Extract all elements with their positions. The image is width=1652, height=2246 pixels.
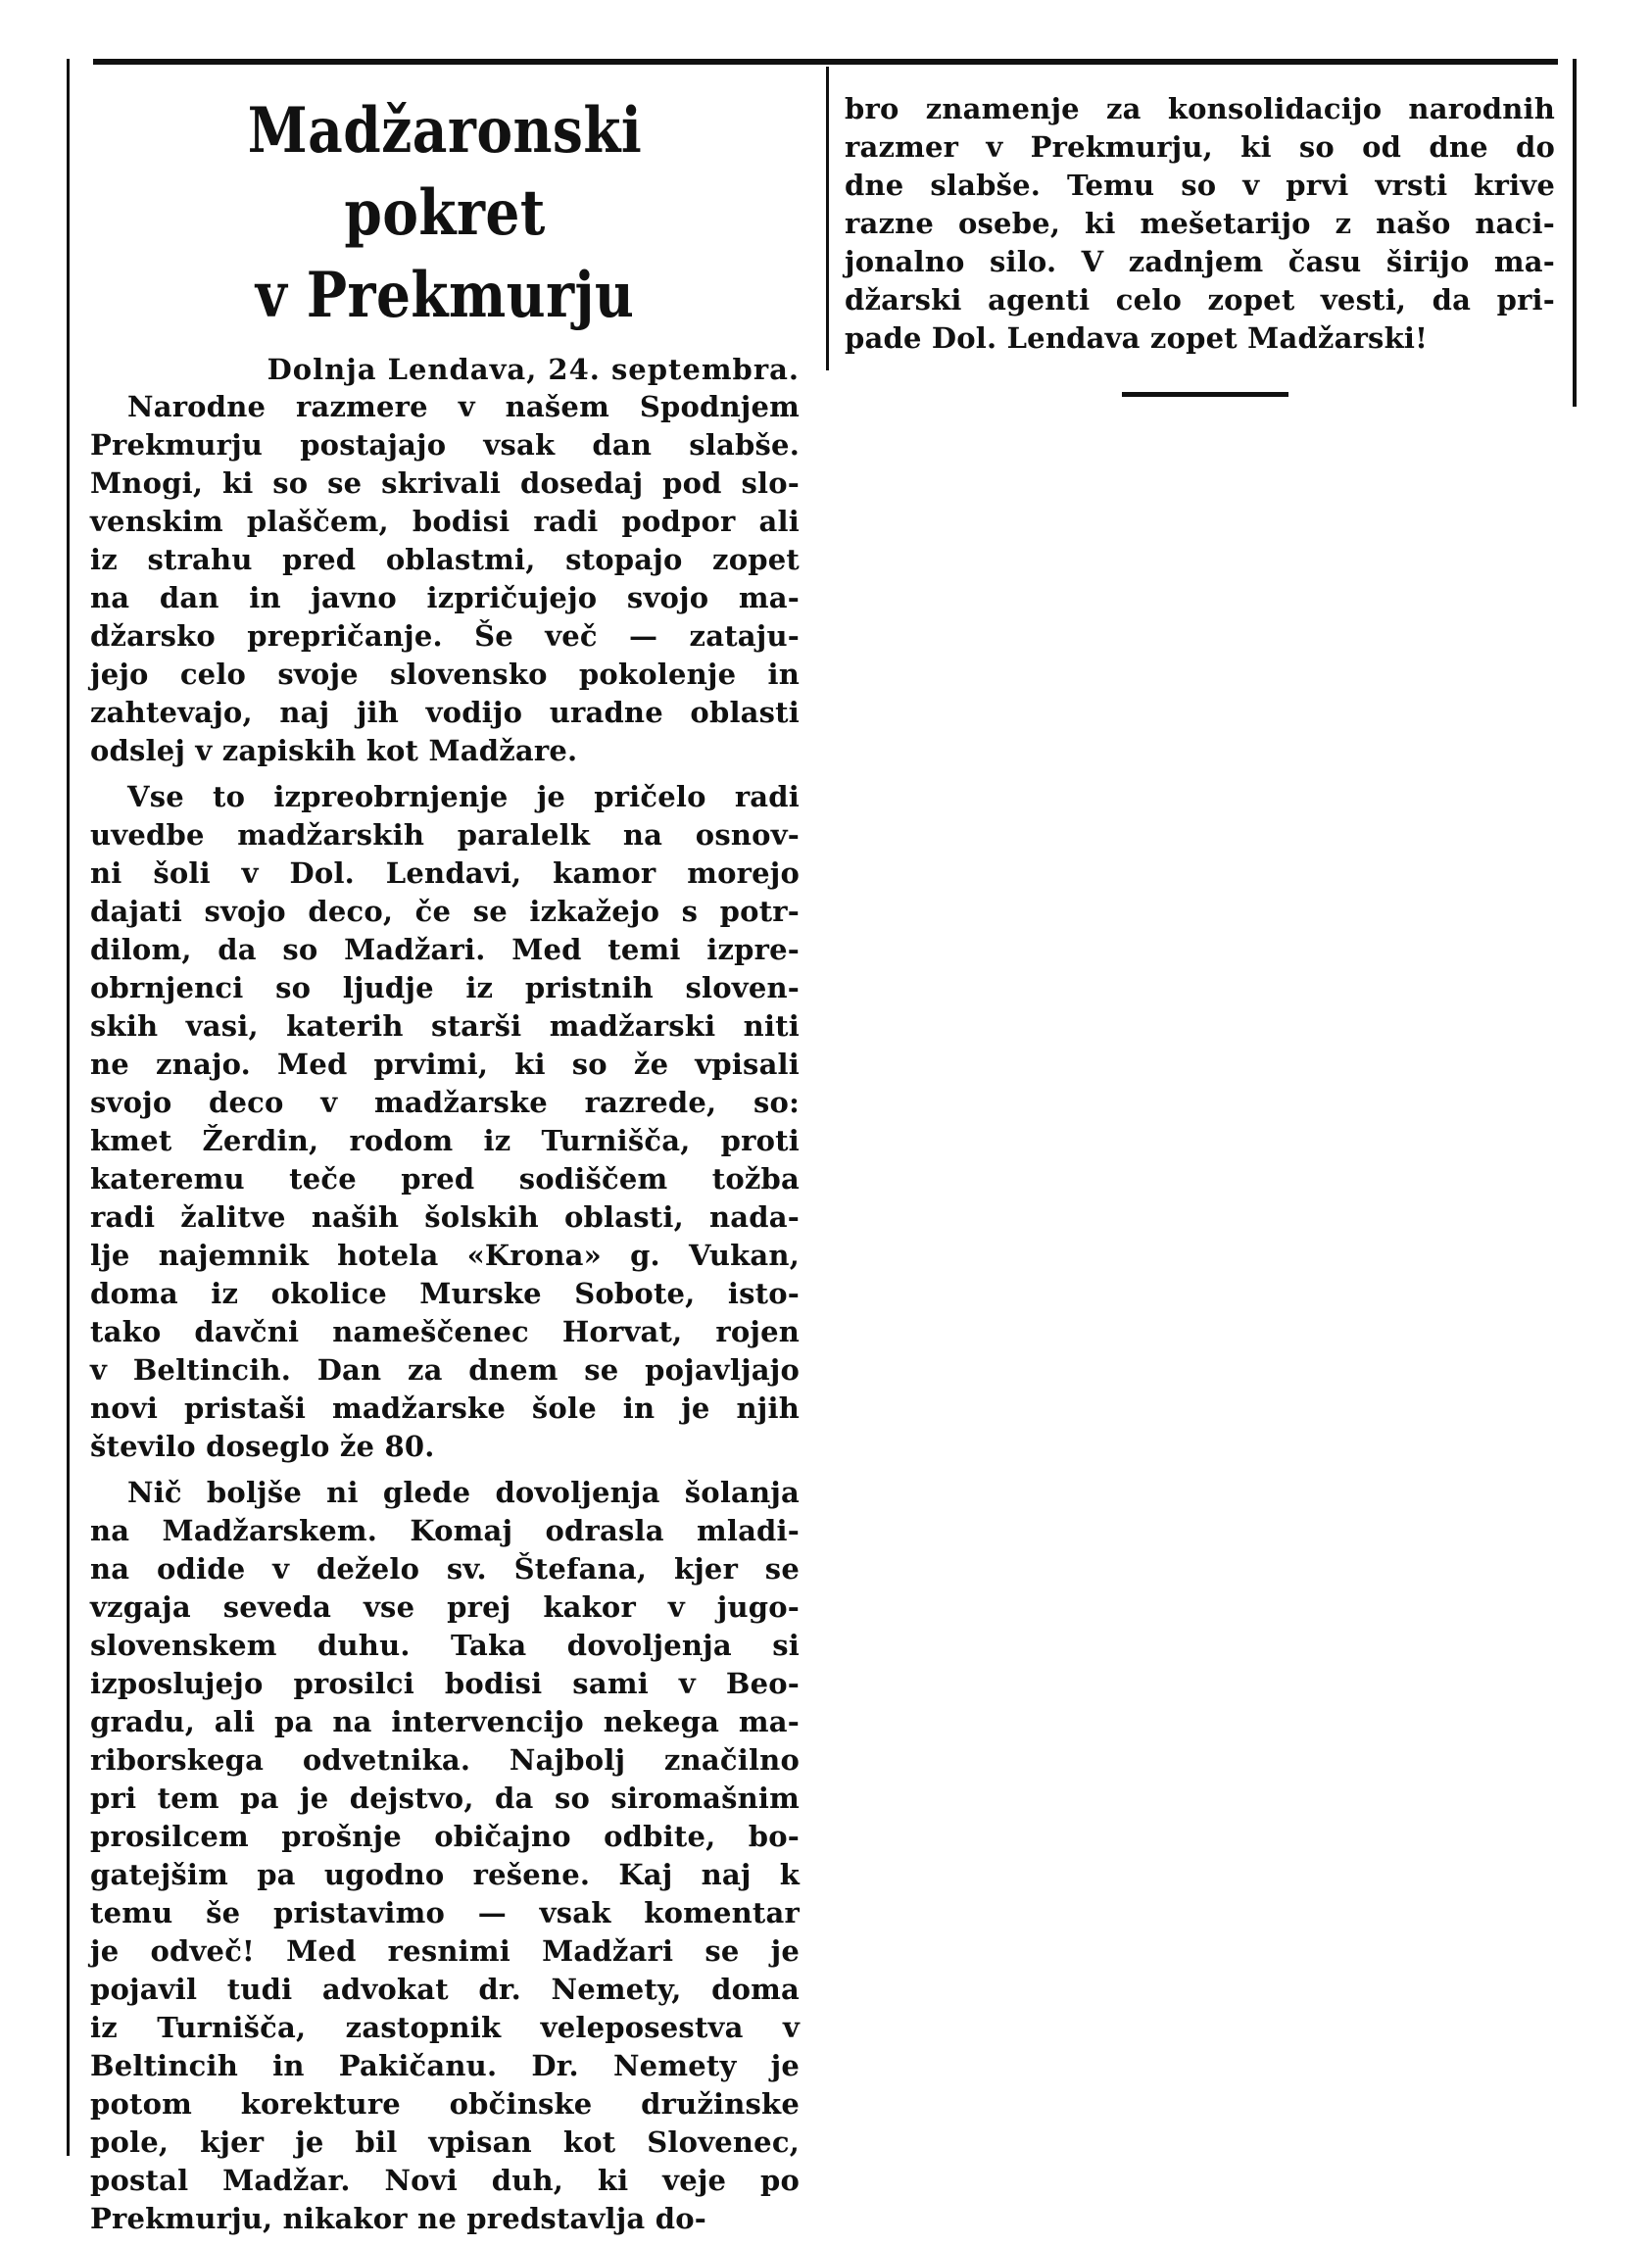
text-line: jonalno silo. V zadnjem času širijo ma- xyxy=(845,245,1555,278)
text-line: jejo celo svoje slovensko pokolenje in xyxy=(90,658,800,691)
text-line: Narodne razmere v našem Spodnjem xyxy=(127,390,800,423)
text-line: lje najemnik hotela «Krona» g. Vukan, xyxy=(90,1239,800,1272)
text-line: izposlujejo prosilci bodisi sami v Beo- xyxy=(90,1667,800,1700)
top-rule xyxy=(93,59,1558,65)
text-line: postal Madžar. Novi duh, ki veje po xyxy=(90,2164,800,2197)
text-line: venskim plaščem, bodisi radi podpor ali xyxy=(90,505,800,538)
headline-line-1: Madžaronski pokret xyxy=(247,94,643,250)
dateline: Dolnja Lendava, 24. septembra. xyxy=(267,353,800,386)
text-line: je odveč! Med resnimi Madžari se je xyxy=(90,1934,800,1968)
text-line: svojo deco v madžarske razrede, so: xyxy=(90,1086,800,1119)
text-line: na dan in javno izpričujejo svojo ma- xyxy=(90,581,800,614)
text-line: ni šoli v Dol. Lendavi, kamor morejo xyxy=(90,856,800,890)
text-line: Nič boljše ni glede dovoljenja šolanja xyxy=(127,1476,800,1509)
text-line: prosilcem prošnje običajno odbite, bo- xyxy=(90,1820,800,1853)
text-line: odslej v zapiskih kot Madžare. xyxy=(90,734,578,767)
headline-line-2: v Prekmurju xyxy=(255,259,635,332)
headline xyxy=(140,90,751,337)
text-line: ne znajo. Med prvimi, ki so že vpisali xyxy=(90,1048,800,1081)
right-column-rule xyxy=(1573,59,1577,407)
paragraph xyxy=(845,90,1555,358)
paragraph xyxy=(90,1474,800,2238)
text-line: temu še pristavimo — vsak komentar xyxy=(90,1896,800,1929)
text-line: kateremu teče pred sodiščem tožba xyxy=(90,1162,800,1196)
text-line: dajati svojo deco, če se izkažejo s potr- xyxy=(90,895,800,928)
left-column-rule xyxy=(67,59,70,2156)
text-line: gradu, ali pa na intervencijo nekega ma- xyxy=(90,1705,800,1738)
text-line: dne slabše. Temu so v prvi vrsti krive xyxy=(845,169,1555,202)
text-line: Prekmurju, nikakor ne predstavlja do- xyxy=(90,2202,706,2235)
text-line: na odide v deželo sv. Štefana, kjer se xyxy=(90,1552,800,1586)
text-line: Vse to izpreobrnjenje je pričelo radi xyxy=(127,780,800,813)
text-line: pade Dol. Lendava zopet Madžarski! xyxy=(845,321,1429,355)
text-line: skih vasi, katerih starši madžarski niti xyxy=(90,1009,800,1043)
text-line: novi pristaši madžarske šole in je njih xyxy=(90,1392,800,1425)
text-line: obrnjenci so ljudje iz pristnih sloven- xyxy=(90,971,800,1004)
text-line: pole, kjer je bil vpisan kot Slovenec, xyxy=(90,2125,800,2159)
text-line: bro znamenje za konsolidacijo narodnih xyxy=(845,92,1555,125)
text-line: razne osebe, ki mešetarijo z našo naci- xyxy=(845,207,1555,240)
text-line: Beltincih in Pakičanu. Dr. Nemety je xyxy=(90,2049,800,2082)
middle-column-rule xyxy=(826,67,829,370)
text-line: gatejšim pa ugodno rešene. Kaj naj k xyxy=(90,1858,800,1891)
article-column-2 xyxy=(845,90,1555,366)
text-line: razmer v Prekmurju, ki so od dne do xyxy=(845,130,1555,164)
text-line: riborskega odvetnika. Najbolj značilno xyxy=(90,1743,800,1777)
text-line: uvedbe madžarskih paralelk na osnov- xyxy=(90,818,800,852)
text-line: iz Turnišča, zastopnik veleposestva v xyxy=(90,2011,800,2044)
text-line: tako davčni nameščenec Horvat, rojen xyxy=(90,1315,800,1348)
text-line: džarsko prepričanje. Še več — zataju- xyxy=(90,619,800,653)
text-line: doma iz okolice Murske Sobote, isto- xyxy=(90,1277,800,1310)
text-line: potom korekture občinske družinske xyxy=(90,2087,800,2121)
text-line: število doseglo že 80. xyxy=(90,1430,435,1463)
text-line: dilom, da so Madžari. Med temi izpre- xyxy=(90,933,800,966)
text-line: Prekmurju postajajo vsak dan slabše. xyxy=(90,428,800,462)
text-line: Mnogi, ki so se skrivali dosedaj pod slo- xyxy=(90,466,800,500)
text-line: iz strahu pred oblastmi, stopajo zopet xyxy=(90,543,800,576)
text-line: zahtevajo, naj jih vodijo uradne oblasti xyxy=(90,696,800,729)
text-line: pojavil tudi advokat dr. Nemety, doma xyxy=(90,1973,800,2006)
text-line: v Beltincih. Dan za dnem se pojavljajo xyxy=(90,1353,800,1387)
paragraph xyxy=(90,388,800,770)
paragraph xyxy=(90,778,800,1466)
article-column-1 xyxy=(90,90,800,2246)
article-end-rule xyxy=(1122,392,1288,397)
text-line: radi žalitve naših šolskih oblasti, nada- xyxy=(90,1200,800,1234)
text-line: džarski agenti celo zopet vesti, da pri- xyxy=(845,283,1555,317)
article-body-column-1 xyxy=(90,388,800,2238)
text-line: slovenskem duhu. Taka dovoljenja si xyxy=(90,1629,800,1662)
text-line: vzgaja seveda vse prej kakor v jugo- xyxy=(90,1590,800,1624)
article-body-column-2 xyxy=(845,90,1555,358)
text-line: pri tem pa je dejstvo, da so siromašnim xyxy=(90,1782,800,1815)
text-line: na Madžarskem. Komaj odrasla mladi- xyxy=(90,1514,800,1547)
text-line: kmet Žerdin, rodom iz Turnišča, proti xyxy=(90,1124,800,1157)
